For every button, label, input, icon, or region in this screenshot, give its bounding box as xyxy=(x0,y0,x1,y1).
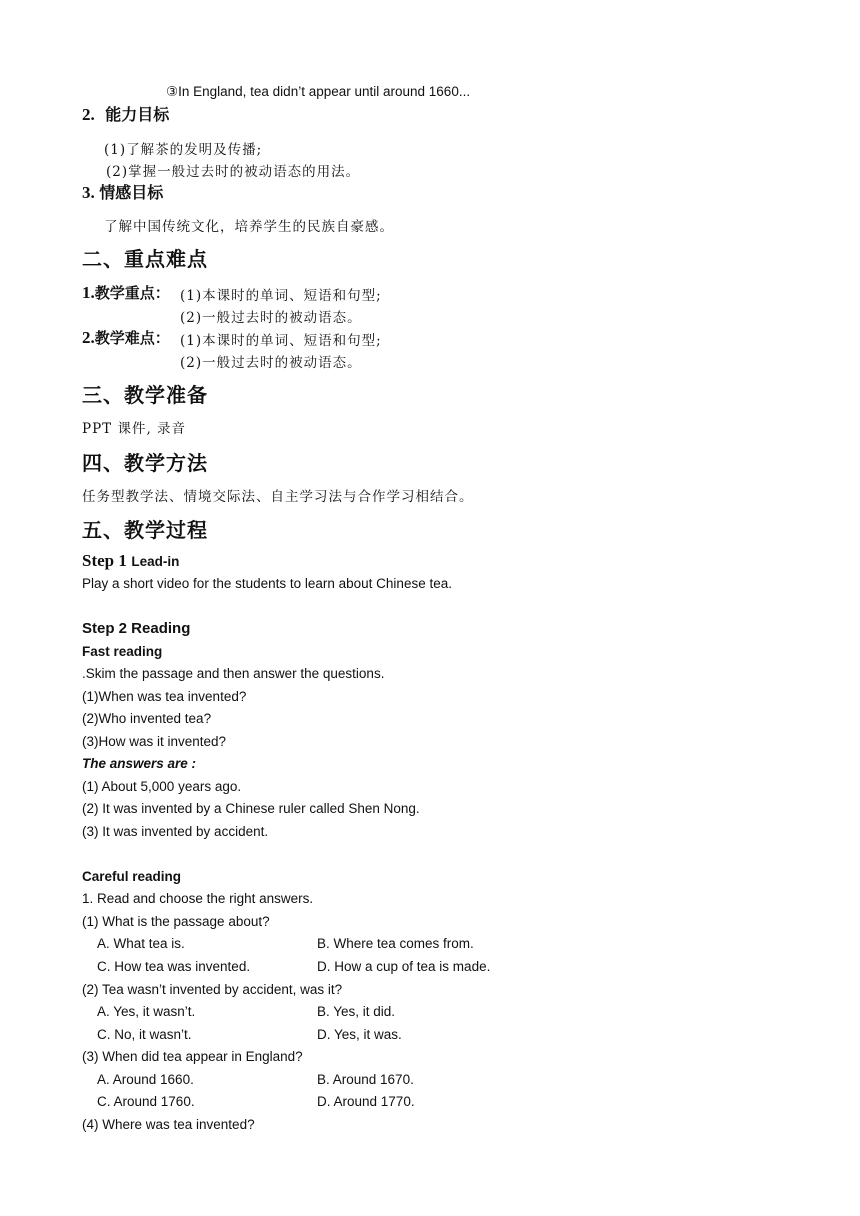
answer-3: (3) It was invented by accident. xyxy=(82,824,269,839)
fast-reading-label: Fast reading xyxy=(82,644,163,659)
step1-text: Play a short video for the students to learn about Chinese tea. xyxy=(82,576,452,591)
mc-option: D. Around 1770. xyxy=(317,1094,415,1109)
difficult-number: 2. xyxy=(82,328,95,347)
mc-option: A. Yes, it wasn’t. xyxy=(97,1004,196,1019)
objective-item-3: ③In England, tea didn’t appear until around 1660... xyxy=(166,84,471,99)
step1-word: Step 1 xyxy=(82,551,127,570)
mc-option: C. Around 1760. xyxy=(97,1094,195,1109)
answers-label: The answers are : xyxy=(82,756,197,771)
mc-option: B. Where tea comes from. xyxy=(317,936,474,951)
mc-option: C. How tea was invented. xyxy=(97,959,251,974)
mc-question-2: (2) Tea wasn’t invented by accident, was it? xyxy=(82,982,343,997)
skim-instruction: .Skim the passage and then answer the questions. xyxy=(82,666,385,681)
step2-heading: Step 2 Reading xyxy=(82,620,191,637)
emotion-text: 了解中国传统文化，培养学生的民族自豪感。 xyxy=(104,219,394,235)
step1-title: Lead-in xyxy=(131,554,180,569)
careful-reading-label: Careful reading xyxy=(82,869,182,884)
difficult-item-1: (1)本课时的单词、短语和句型; xyxy=(180,333,382,349)
heading-title: 能力目标 xyxy=(105,105,170,124)
focus-row xyxy=(82,282,170,303)
emotion-objective-heading xyxy=(82,180,163,203)
mc-option: D. How a cup of tea is made. xyxy=(317,959,491,974)
ability-item-1: (1)了解茶的发明及传播; xyxy=(104,142,263,158)
mc-option: D. Yes, it was. xyxy=(317,1027,402,1042)
careful-instruction: 1. Read and choose the right answers. xyxy=(82,891,314,906)
heading-number: 2. xyxy=(82,105,95,124)
key-points-heading: 二、重点难点 xyxy=(82,247,208,271)
answer-2: (2) It was invented by a Chinese ruler called Shen Nong. xyxy=(82,801,420,816)
mc-option: B. Yes, it did. xyxy=(317,1004,396,1019)
fast-question-2: (2)Who invented tea? xyxy=(82,711,212,726)
methods-text: 任务型教学法、情境交际法、自主学习法与合作学习相结合。 xyxy=(82,489,474,505)
preparation-heading: 三、教学准备 xyxy=(82,383,208,407)
fast-question-1: (1)When was tea invented? xyxy=(82,689,247,704)
focus-number: 1. xyxy=(82,283,95,302)
mc-question-1: (1) What is the passage about? xyxy=(82,914,270,929)
preparation-text: PPT 课件, 录音 xyxy=(82,421,187,437)
focus-item-1: (1)本课时的单词、短语和句型; xyxy=(180,288,382,304)
step1-heading xyxy=(82,551,179,571)
answer-1: (1) About 5,000 years ago. xyxy=(82,779,242,794)
process-heading: 五、教学过程 xyxy=(82,518,208,542)
focus-item-2: (2)一般过去时的被动语态。 xyxy=(180,310,362,326)
mc-option: A. Around 1660. xyxy=(97,1072,194,1087)
mc-option: B. Around 1670. xyxy=(317,1072,414,1087)
mc-option: A. What tea is. xyxy=(97,936,185,951)
methods-heading: 四、教学方法 xyxy=(82,451,208,475)
mc-option: C. No, it wasn’t. xyxy=(97,1027,192,1042)
difficult-item-2: (2)一般过去时的被动语态。 xyxy=(180,355,362,371)
ability-item-2: (2)掌握一般过去时的被动语态的用法。 xyxy=(106,164,361,180)
heading-title: 情感目标 xyxy=(99,183,164,202)
mc-question-4: (4) Where was tea invented? xyxy=(82,1117,255,1132)
difficult-label: 教学难点： xyxy=(94,329,170,347)
focus-label: 教学重点： xyxy=(94,284,170,302)
heading-number: 3. xyxy=(82,183,95,202)
difficult-row xyxy=(82,327,170,348)
mc-question-3: (3) When did tea appear in England? xyxy=(82,1049,303,1064)
fast-question-3: (3)How was it invented? xyxy=(82,734,227,749)
ability-objective-heading xyxy=(82,102,169,125)
